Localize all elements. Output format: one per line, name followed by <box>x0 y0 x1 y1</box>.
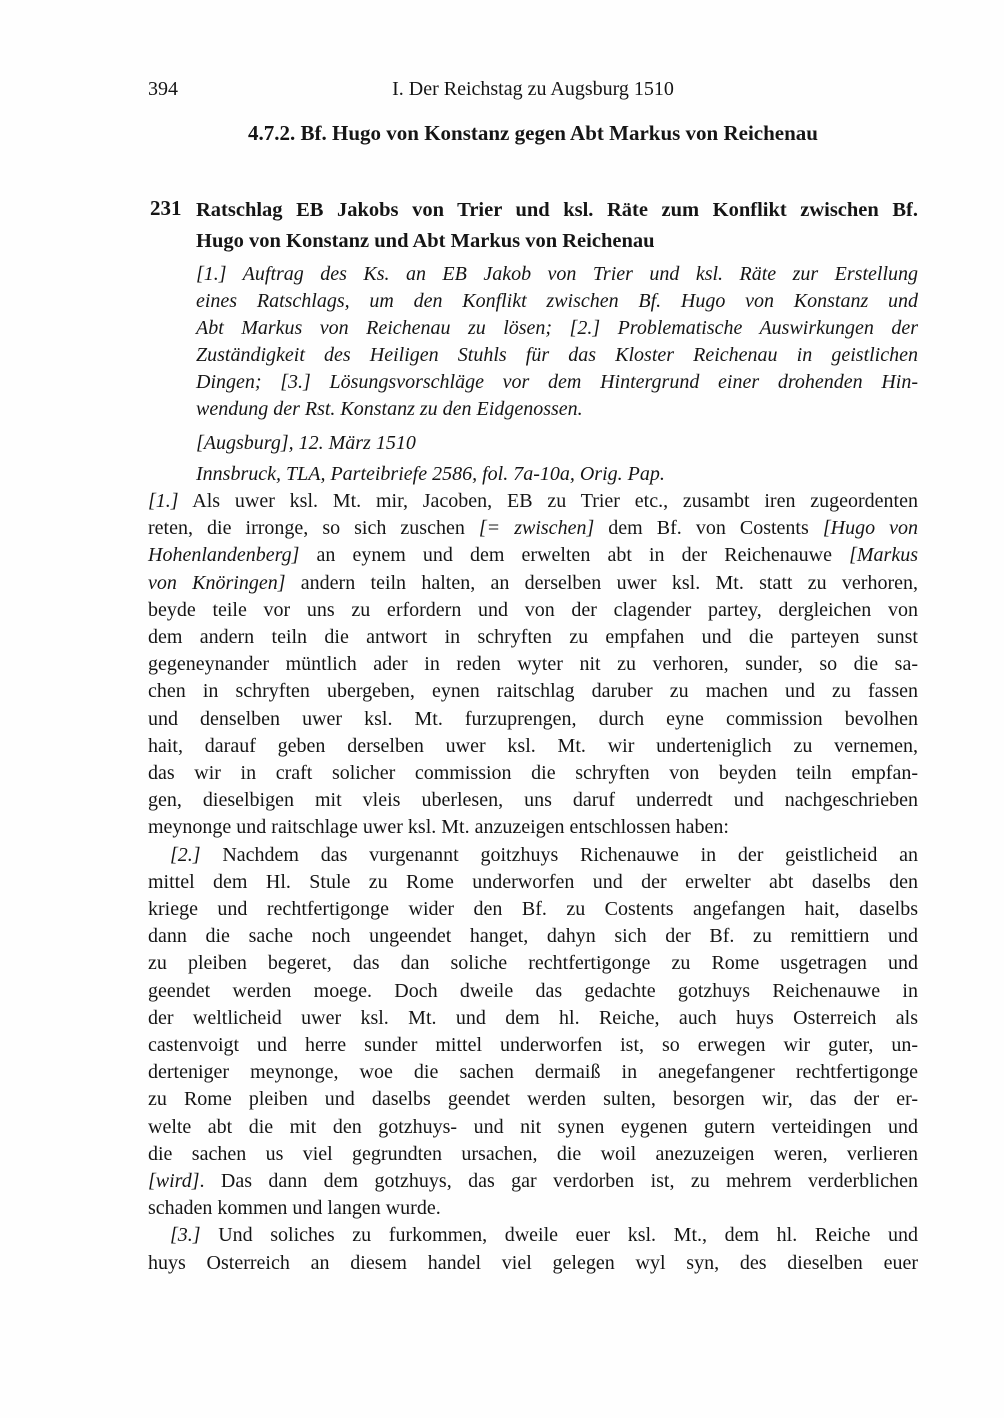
text-line: [1.] Auftrag des Ks. an EB Jakob von Trier und ksl. Räte zur Erstellung <box>196 263 918 285</box>
page-header <box>148 78 918 106</box>
text-line: eines Ratschlags, um den Konflikt zwischen Bf. Hugo von Konstanz und <box>196 290 918 312</box>
text-line: beyde teile vor uns zu erfordern und von der clagender partey, dergleichen von <box>148 598 918 621</box>
text-line: die sachen us viel gegrundten ursachen, die woil anezuzeigen weren, verlieren <box>148 1142 918 1165</box>
text-line: welte abt die mit den gotzhuys- und nit synen eygenen gutern verteidingen und <box>148 1115 918 1138</box>
entry-source: Innsbruck, TLA, Parteibriefe 2586, fol. 7a-10a, Orig. Pap. <box>196 463 665 485</box>
text-line: kriege und rechtfertigonge wider den Bf. zu Costents angefangen hait, daselbs <box>148 898 918 921</box>
entry-summary <box>196 261 918 423</box>
text-line: Zuständigkeit des Heiligen Stuhls für das Kloster Reichenau in geistlichen <box>196 344 918 366</box>
text-line: zu Rome pleiben und daselbs geendet werden sulten, besorgen wir, das der er- <box>148 1088 918 1111</box>
text-line: reten, die irronge, so sich zuschen [= zwischen] dem Bf. von Costents [Hugo von <box>148 517 919 540</box>
section-heading: 4.7.2. Bf. Hugo von Konstanz gegen Abt Markus von Reichenau <box>248 121 818 145</box>
text-line: Abt Markus von Reichenau zu lösen; [2.] Problematische Auswirkungen der <box>196 317 918 339</box>
text-line: Hugo von Konstanz und Abt Markus von Reichenau <box>196 230 655 252</box>
entry-number: 231 <box>150 196 182 220</box>
running-head: I. Der Reichstag zu Augsburg 1510 <box>392 78 674 100</box>
text-line: das wir in craft solicher commission die schryften von beyden teiln empfan- <box>148 762 918 785</box>
text-line: [2.] Nachdem das vurgenannt goitzhuys Richenauwe in der geistlicheid an <box>170 843 918 866</box>
text-line: dann die sache noch ungeendet hanget, dahyn sich der Bf. zu remittiern und <box>148 925 918 948</box>
text-line: gen, dieselbigen mit vleis uberlesen, uns daruf underredt und nachgeschrieben <box>148 789 918 812</box>
document-body-text <box>148 488 918 1277</box>
text-line: schaden kommen und langen wurde. <box>148 1197 441 1220</box>
text-line: chen in schryften ubergeben, eynen raitschlag daruber zu machen und zu fassen <box>148 680 918 703</box>
text-line: huys Osterreich an diesem handel viel gelegen wyl syn, des dieselben euer <box>148 1251 918 1274</box>
text-line: derteniger meynonge, woe die sachen dermaiß in anegefangener rechtfertigonge <box>148 1061 918 1084</box>
text-line: [wird]. Das dann dem gotzhuys, das gar verdorben ist, zu mehrem verderblichen <box>148 1170 918 1193</box>
text-line: [3.] Und soliches zu furkommen, dweile euer ksl. Mt., dem hl. Reiche und <box>170 1224 918 1247</box>
text-line: zu pleiben begeret, das dan soliche rechtfertigonge zu Rome usgetragen und <box>148 952 918 975</box>
text-line: hait, darauf geben derselben uwer ksl. Mt. wir underteniglich zu vernemen, <box>148 734 918 757</box>
text-line: Hohenlandenberg] an eynem und dem erwelten abt in der Reichenauwe [Markus <box>148 544 918 567</box>
text-line: castenvoigt und herre sunder mittel underworfen ist, so erwegen wir guter, un- <box>148 1034 918 1057</box>
text-line: meynonge und raitschlage uwer ksl. Mt. anzuzeigen entschlossen haben: <box>148 816 729 839</box>
entry-title <box>196 195 918 257</box>
entry-231 <box>148 195 918 488</box>
text-line: dem andern teiln die antwort in schryften zu empfahen und die parteyen sunst <box>148 626 918 649</box>
text-line: mittel dem Hl. Stule zu Rome underworfen und der erwelter abt daselbs den <box>148 870 918 893</box>
text-line: [1.] Als uwer ksl. Mt. mir, Jacoben, EB zu Trier etc., zusambt iren zugeordenten <box>148 490 918 512</box>
text-line: Dingen; [3.] Lösungsvorschläge vor dem Hintergrund einer drohenden Hin- <box>196 371 918 393</box>
text-line: der weltlicheid uwer ksl. Mt. und dem hl. Reiche, auch huys Osterreich als <box>148 1006 918 1029</box>
text-line: gegeneynander müntlich ader in reden wyter nit zu verhoren, sunder, so die sa- <box>148 653 918 676</box>
text-line: Ratschlag EB Jakobs von Trier und ksl. Räte zum Konflikt zwischen Bf. <box>196 199 918 221</box>
text-line: wendung der Rst. Konstanz zu den Eidgenossen. <box>196 398 583 420</box>
entry-content <box>196 195 918 488</box>
page-number: 394 <box>148 78 178 100</box>
text-line: von Knöringen] andern teiln halten, an derselben uwer ksl. Mt. statt zu verhoren, <box>148 571 919 594</box>
text-line: und denselben uwer ksl. Mt. furzuprengen, durch eyne commission bevolhen <box>148 707 918 730</box>
text-line: geendet werden moege. Doch dweile das gedachte gotzhuys Reichenauwe in <box>148 979 918 1002</box>
entry-dateline: [Augsburg], 12. März 1510 <box>196 432 416 454</box>
